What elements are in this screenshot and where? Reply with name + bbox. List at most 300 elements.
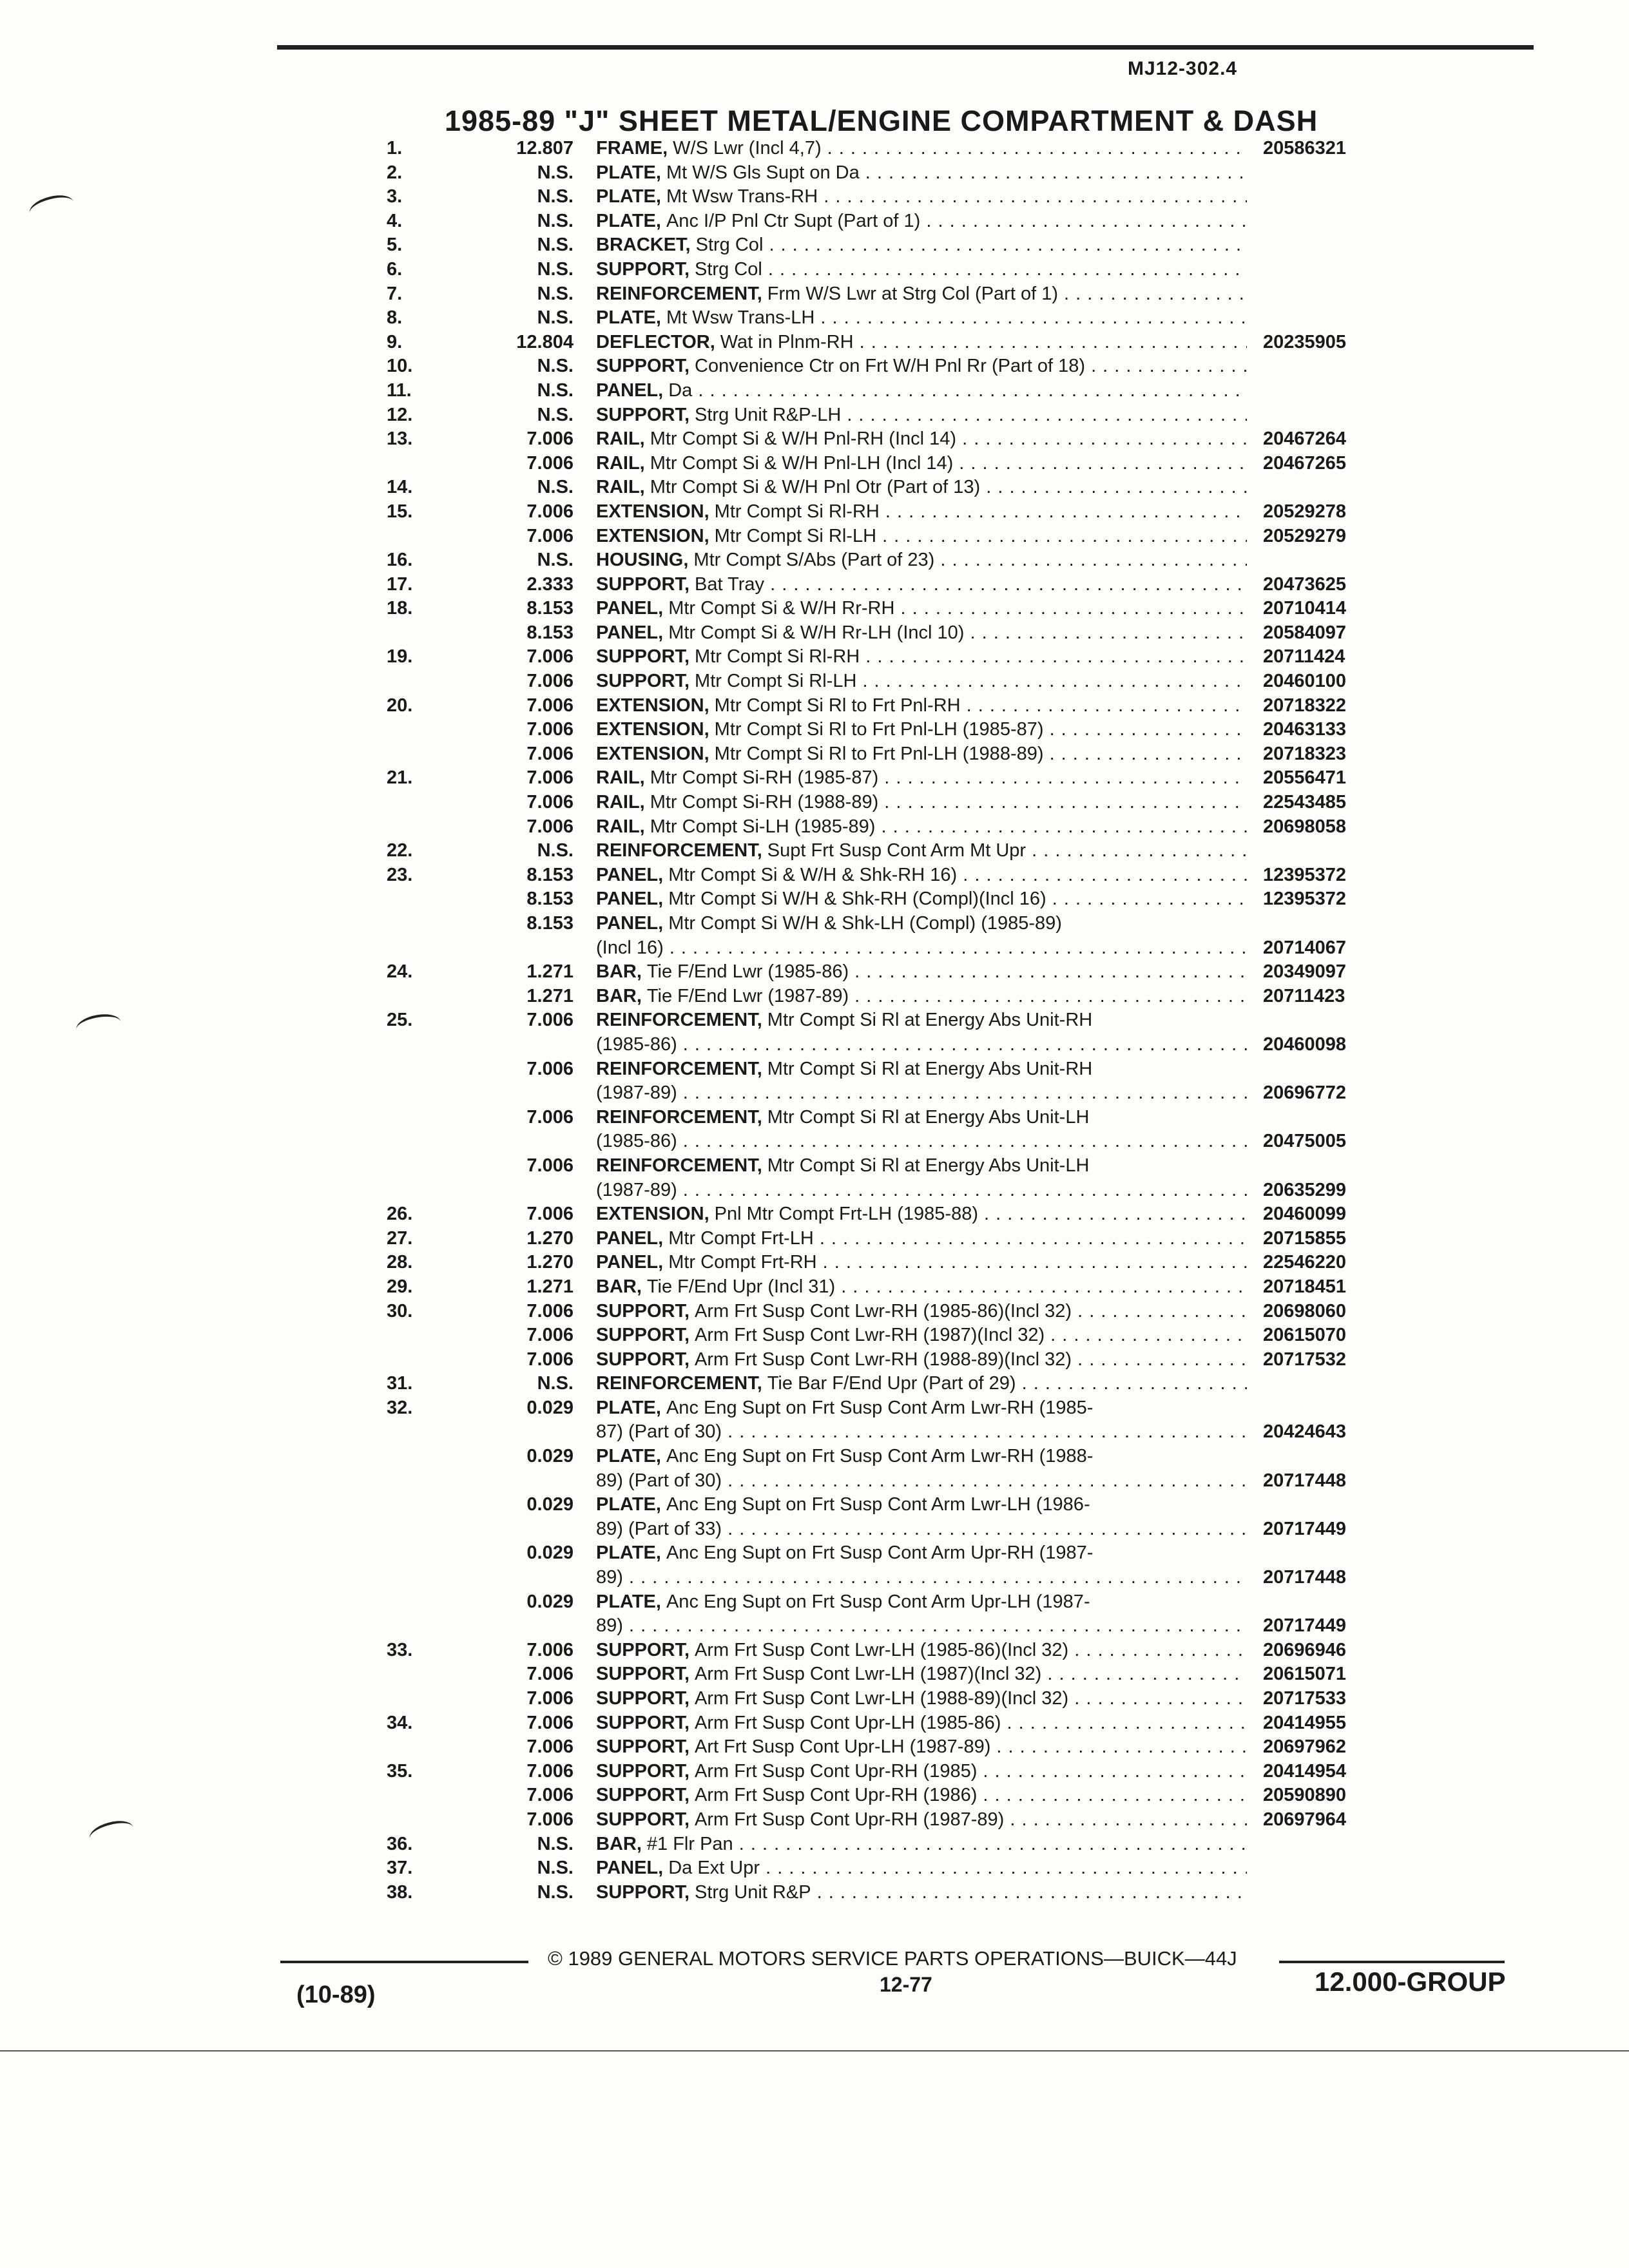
part-detail-continued: (1985-86)	[596, 1033, 677, 1055]
leader-dots	[1044, 719, 1247, 740]
leader-dots	[961, 695, 1247, 716]
item-number: 33.	[387, 1639, 413, 1660]
part-description	[596, 863, 1247, 888]
group-code: N.S.	[537, 210, 574, 231]
part-description	[596, 137, 1247, 161]
part-detail: Strg Col	[695, 235, 764, 256]
leader-dots	[856, 671, 1247, 691]
table-row	[0, 573, 1629, 597]
part-name: PLATE,	[596, 1591, 661, 1612]
part-number: 20717449	[1263, 1615, 1347, 1637]
leader-dots	[814, 1228, 1247, 1249]
leader-dots	[1044, 744, 1247, 764]
leader-dots	[1072, 1301, 1247, 1321]
group-code: N.S.	[537, 550, 574, 571]
item-number: 2.	[387, 162, 403, 183]
table-row	[0, 766, 1629, 791]
table-row	[0, 185, 1629, 209]
group-code: 7.006	[526, 525, 574, 546]
table-row	[0, 500, 1629, 524]
part-name: PANEL,	[596, 1252, 664, 1273]
part-name: SUPPORT,	[596, 404, 690, 425]
part-name: EXTENSION,	[596, 719, 709, 740]
part-name: RAIL,	[596, 792, 645, 813]
part-number: 20460098	[1263, 1033, 1347, 1055]
part-description	[596, 427, 1247, 452]
item-number: 20.	[387, 695, 413, 716]
part-description	[596, 766, 1247, 791]
item-number: 1.	[387, 138, 403, 159]
part-name: PANEL,	[596, 889, 664, 910]
part-detail: Convenience Ctr on Frt W/H Pnl Rr (Part of 18)	[695, 356, 1086, 377]
group-code: N.S.	[537, 235, 574, 256]
part-description	[596, 258, 1247, 282]
part-description	[596, 1057, 1247, 1106]
part-detail: Arm Frt Susp Cont Lwr-RH (1985-86)(Incl 32)	[695, 1300, 1072, 1321]
part-detail: Mtr Compt Si Rl-RH	[714, 501, 880, 522]
leader-dots	[854, 332, 1247, 352]
part-description	[596, 524, 1247, 549]
part-number: 20467264	[1263, 428, 1347, 450]
group-code: 1.270	[526, 1252, 574, 1273]
group-code: 7.006	[526, 1204, 574, 1225]
table-row	[0, 1202, 1629, 1227]
item-number: 25.	[387, 1010, 413, 1031]
part-name: SUPPORT,	[596, 356, 690, 377]
table-row	[0, 621, 1629, 646]
part-description	[596, 791, 1247, 815]
part-name: PLATE,	[596, 1397, 661, 1418]
revision-date: (10-89)	[296, 1981, 376, 2008]
group-code: 1.270	[526, 1227, 574, 1249]
part-name: EXTENSION,	[596, 1204, 709, 1225]
part-name: HOUSING,	[596, 550, 689, 571]
part-name: SUPPORT,	[596, 1349, 690, 1370]
footer-rule-right	[1279, 1961, 1505, 1963]
group-code: 0.029	[526, 1542, 574, 1564]
group-code: 1.271	[526, 1276, 574, 1297]
group-code: N.S.	[537, 380, 574, 401]
leader-dots	[623, 1567, 1247, 1588]
table-row	[0, 863, 1629, 888]
table-row	[0, 1808, 1629, 1832]
part-name: SUPPORT,	[596, 573, 690, 595]
leader-dots	[956, 428, 1247, 449]
leader-dots	[880, 501, 1247, 522]
part-number: 20349097	[1263, 961, 1347, 983]
part-description	[596, 1881, 1247, 1905]
leader-dots	[764, 574, 1247, 595]
copyright-notice: © 1989 GENERAL MOTORS SERVICE PARTS OPERATIONS—BUICK—44J	[548, 1947, 1237, 1970]
group-code: 7.006	[526, 1736, 574, 1758]
item-number: 36.	[387, 1833, 413, 1854]
part-name: REINFORCEMENT,	[596, 1010, 762, 1031]
part-number: 20635299	[1263, 1179, 1347, 1200]
part-description	[596, 500, 1247, 524]
group-code: 8.153	[526, 864, 574, 885]
part-detail: Mtr Compt Si W/H & Shk-LH (Compl) (1985-89)	[668, 913, 1062, 934]
part-description	[596, 1783, 1247, 1808]
part-name: PANEL,	[596, 1858, 664, 1879]
part-name: RAIL,	[596, 428, 645, 450]
group-code: 7.006	[526, 646, 574, 668]
part-description	[596, 185, 1247, 209]
table-row	[0, 597, 1629, 621]
part-detail: Mtr Compt Si Rl to Frt Pnl-LH (1988-89)	[714, 743, 1044, 764]
leader-dots	[894, 598, 1247, 619]
leader-dots	[1058, 284, 1247, 304]
leader-dots	[763, 235, 1247, 255]
part-name: PANEL,	[596, 913, 664, 934]
table-row	[0, 1445, 1629, 1493]
table-row	[0, 379, 1629, 403]
part-number: 20463133	[1263, 719, 1347, 740]
group-code: 0.029	[526, 1494, 574, 1515]
table-row	[0, 354, 1629, 379]
part-detail-continued: (1987-89)	[596, 1179, 677, 1200]
table-row	[0, 306, 1629, 331]
part-name: SUPPORT,	[596, 1688, 690, 1709]
table-row	[0, 887, 1629, 912]
part-detail: Supt Frt Susp Cont Arm Mt Upr	[767, 840, 1027, 861]
part-detail: Mtr Compt Si Rl at Energy Abs Unit-LH	[767, 1155, 1090, 1176]
item-number: 7.	[387, 283, 403, 304]
part-detail: Anc Eng Supt on Frt Susp Cont Arm Lwr-RH (1988-	[666, 1446, 1094, 1467]
table-row	[0, 718, 1629, 742]
part-number: 20696946	[1263, 1639, 1347, 1660]
part-name: PANEL,	[596, 864, 664, 885]
part-detail: Mtr Compt S/Abs (Part of 23)	[693, 550, 935, 571]
part-description	[596, 1760, 1247, 1784]
part-description	[596, 1687, 1247, 1711]
item-number: 3.	[387, 186, 403, 207]
leader-dots	[1072, 1349, 1247, 1370]
part-detail: W/S Lwr (Incl 4,7)	[673, 138, 822, 159]
part-detail: Frm W/S Lwr at Strg Col (Part of 1)	[767, 283, 1058, 304]
part-description	[596, 331, 1247, 355]
leader-dots	[692, 380, 1247, 401]
table-row	[0, 1735, 1629, 1760]
table-row	[0, 209, 1629, 234]
part-detail: Anc Eng Supt on Frt Susp Cont Arm Lwr-RH (1985-	[666, 1397, 1094, 1418]
part-name: EXTENSION,	[596, 743, 709, 764]
leader-dots	[722, 1470, 1247, 1491]
part-detail: Arm Frt Susp Cont Upr-RH (1985)	[695, 1760, 978, 1782]
leader-dots	[1046, 889, 1247, 909]
part-name: PANEL,	[596, 598, 664, 619]
table-row	[0, 1760, 1629, 1784]
group-code: 7.006	[526, 428, 574, 450]
item-number: 24.	[387, 961, 413, 983]
part-number: 20696772	[1263, 1082, 1347, 1104]
leader-dots	[722, 1421, 1247, 1442]
part-number: 20697964	[1263, 1809, 1347, 1830]
item-number: 35.	[387, 1760, 413, 1782]
group-code: 7.006	[526, 1349, 574, 1370]
group-code: 8.153	[526, 913, 574, 934]
part-detail: Tie F/End Upr (Incl 31)	[646, 1276, 836, 1297]
part-number: 20717449	[1263, 1518, 1347, 1539]
leader-dots	[860, 162, 1247, 183]
part-number: 22543485	[1263, 792, 1347, 813]
part-description	[596, 1590, 1247, 1639]
part-number: 20414955	[1263, 1712, 1347, 1733]
table-row	[0, 1881, 1629, 1905]
part-name: SUPPORT,	[596, 1664, 690, 1685]
item-number: 31.	[387, 1373, 413, 1394]
part-number: 20529279	[1263, 525, 1347, 546]
part-detail: Mtr Compt Si Rl to Frt Pnl-LH (1985-87)	[714, 719, 1044, 740]
part-description	[596, 960, 1247, 985]
part-name: EXTENSION,	[596, 525, 709, 546]
part-detail: Tie Bar F/End Upr (Part of 29)	[767, 1373, 1016, 1394]
leader-dots	[818, 186, 1247, 207]
group-code: 7.006	[526, 1010, 574, 1031]
item-number: 29.	[387, 1276, 413, 1297]
item-number: 10.	[387, 356, 413, 377]
part-name: SUPPORT,	[596, 1785, 690, 1806]
leader-dots	[849, 961, 1247, 982]
leader-dots	[677, 1082, 1247, 1103]
table-row	[0, 985, 1629, 1009]
part-detail: Mtr Compt Si-RH (1988-89)	[650, 792, 879, 813]
part-name: PANEL,	[596, 1227, 664, 1249]
item-number: 8.	[387, 307, 403, 329]
part-detail: #1 Flr Pan	[646, 1833, 733, 1854]
group-code: 7.006	[526, 452, 574, 474]
item-number: 6.	[387, 258, 403, 280]
parts-list	[0, 137, 1629, 1905]
leader-dots	[1026, 840, 1247, 861]
table-row	[0, 839, 1629, 863]
part-name: FRAME,	[596, 138, 668, 159]
leader-dots	[733, 1834, 1247, 1854]
part-detail: Mtr Compt Si & W/H Pnl-LH (Incl 14)	[650, 452, 954, 474]
group-code: 7.006	[526, 1712, 574, 1733]
item-number: 14.	[387, 477, 413, 498]
part-number: 20414954	[1263, 1760, 1347, 1782]
leader-dots	[1085, 356, 1247, 376]
part-name: SUPPORT,	[596, 1760, 690, 1782]
part-detail: Arm Frt Susp Cont Lwr-LH (1987)(Incl 32)	[695, 1664, 1042, 1685]
table-row	[0, 960, 1629, 985]
item-number: 30.	[387, 1300, 413, 1321]
item-number: 18.	[387, 598, 413, 619]
part-description	[596, 1323, 1247, 1348]
part-description	[596, 815, 1247, 840]
part-detail: Mt Wsw Trans-LH	[666, 307, 815, 329]
part-number: 20584097	[1263, 622, 1347, 643]
part-detail: Arm Frt Susp Cont Lwr-LH (1985-86)(Incl 32)	[695, 1639, 1069, 1660]
leader-dots	[977, 1785, 1247, 1805]
table-row	[0, 912, 1629, 960]
table-row	[0, 476, 1629, 500]
part-number: 12395372	[1263, 864, 1347, 885]
part-name: REINFORCEMENT,	[596, 1106, 762, 1128]
table-row	[0, 137, 1629, 161]
part-number: 20717532	[1263, 1349, 1347, 1370]
leader-dots	[835, 1276, 1247, 1297]
part-detail: Mt W/S Gls Supt on Da	[666, 162, 860, 183]
part-description	[596, 1639, 1247, 1663]
part-name: SUPPORT,	[596, 1736, 690, 1758]
part-description	[596, 718, 1247, 742]
part-detail: Mtr Compt Frt-LH	[668, 1227, 814, 1249]
item-number: 11.	[387, 380, 412, 401]
footer-rule-left	[280, 1961, 528, 1963]
table-row	[0, 1057, 1629, 1106]
group-code: 7.006	[526, 1664, 574, 1685]
item-number: 5.	[387, 235, 403, 256]
item-number: 28.	[387, 1252, 413, 1273]
part-detail-continued: 89) (Part of 33)	[596, 1518, 722, 1539]
leader-dots	[677, 1180, 1247, 1200]
part-name: SUPPORT,	[596, 258, 690, 280]
part-name: REINFORCEMENT,	[596, 840, 762, 861]
part-detail: Art Frt Susp Cont Upr-LH (1987-89)	[695, 1736, 991, 1758]
group-code: 1.271	[526, 961, 574, 983]
part-number: 20460100	[1263, 671, 1347, 692]
part-description	[596, 1202, 1247, 1227]
part-number: 20697962	[1263, 1736, 1347, 1758]
part-name: RAIL,	[596, 816, 645, 837]
table-row	[0, 548, 1629, 573]
part-detail: Anc Eng Supt on Frt Susp Cont Arm Upr-LH (1987-	[666, 1591, 1090, 1612]
leader-dots	[875, 816, 1247, 837]
group-code: 8.153	[526, 889, 574, 910]
part-detail: Strg Col	[695, 258, 762, 280]
part-description	[596, 985, 1247, 1009]
part-number: 20718323	[1263, 743, 1347, 764]
part-detail: Mtr Compt Si Rl-LH	[695, 671, 857, 692]
group-code: 7.006	[526, 743, 574, 764]
part-number: 20718451	[1263, 1276, 1347, 1297]
leader-dots	[760, 1858, 1247, 1878]
item-number: 27.	[387, 1227, 413, 1249]
part-name: EXTENSION,	[596, 695, 709, 716]
group-code: N.S.	[537, 186, 574, 207]
part-detail-continued: (1987-89)	[596, 1082, 677, 1104]
leader-dots	[860, 646, 1247, 667]
group-code: 7.006	[526, 1760, 574, 1782]
part-description	[596, 233, 1247, 258]
part-detail: Mtr Compt Si W/H & Shk-RH (Compl)(Incl 16)	[668, 889, 1046, 910]
part-description	[596, 1735, 1247, 1760]
part-number: 20711423	[1263, 985, 1345, 1006]
item-number: 21.	[387, 767, 413, 789]
item-number: 23.	[387, 864, 413, 885]
part-description	[596, 1154, 1247, 1202]
group-code: 8.153	[526, 598, 574, 619]
part-description	[596, 1808, 1247, 1832]
part-name: PANEL,	[596, 622, 664, 643]
leader-dots	[953, 453, 1247, 474]
part-name: PLATE,	[596, 210, 661, 231]
document-reference: MJ12-302.4	[1128, 58, 1238, 79]
table-row	[0, 1008, 1629, 1057]
table-row	[0, 1106, 1629, 1154]
part-detail: Mt Wsw Trans-RH	[666, 186, 818, 207]
group-code: 7.006	[526, 1325, 574, 1346]
part-detail: Mtr Compt Si Rl-RH	[695, 646, 860, 668]
part-name: SUPPORT,	[596, 1712, 690, 1733]
group-code: 7.006	[526, 719, 574, 740]
part-detail: Pnl Mtr Compt Frt-LH (1985-88)	[714, 1204, 978, 1225]
group-code: 0.029	[526, 1446, 574, 1467]
part-detail: Arm Frt Susp Cont Upr-LH (1985-86)	[695, 1712, 1001, 1733]
part-description	[596, 1372, 1247, 1396]
leader-dots	[1041, 1664, 1247, 1684]
part-description	[596, 476, 1247, 500]
part-name: PLATE,	[596, 1446, 661, 1467]
part-name: EXTENSION,	[596, 501, 709, 522]
group-code: 1.271	[526, 985, 574, 1006]
part-detail-continued: 89)	[596, 1567, 623, 1588]
leader-dots	[878, 792, 1247, 812]
table-row	[0, 1783, 1629, 1808]
part-description	[596, 1445, 1247, 1493]
part-description	[596, 452, 1247, 476]
part-detail: Mtr Compt Frt-RH	[668, 1252, 817, 1273]
leader-dots	[677, 1131, 1247, 1151]
table-row	[0, 1711, 1629, 1736]
item-number: 9.	[387, 331, 403, 352]
part-name: SUPPORT,	[596, 671, 690, 692]
leader-dots	[1045, 1325, 1247, 1345]
part-description	[596, 1832, 1247, 1857]
part-detail: Anc I/P Pnl Ctr Supt (Part of 1)	[666, 210, 921, 231]
table-row	[0, 1275, 1629, 1300]
part-description	[596, 573, 1247, 597]
part-name: REINFORCEMENT,	[596, 1058, 762, 1079]
leader-dots	[978, 1204, 1247, 1224]
part-name: REINFORCEMENT,	[596, 283, 762, 304]
part-description	[596, 548, 1247, 573]
part-description	[596, 597, 1247, 621]
table-row	[0, 1227, 1629, 1251]
part-description	[596, 282, 1247, 307]
leader-dots	[841, 405, 1247, 425]
leader-dots	[934, 550, 1247, 570]
part-name: REINFORCEMENT,	[596, 1373, 762, 1394]
part-name: PLATE,	[596, 1494, 661, 1515]
item-number: 16.	[387, 550, 413, 571]
group-code: 7.006	[526, 816, 574, 837]
group-code: N.S.	[537, 283, 574, 304]
part-number: 22546220	[1263, 1252, 1347, 1273]
leader-dots	[815, 307, 1247, 328]
part-description	[596, 1662, 1247, 1687]
item-number: 19.	[387, 646, 413, 668]
part-number: 20467265	[1263, 452, 1347, 474]
table-row	[0, 645, 1629, 669]
leader-dots	[876, 526, 1247, 546]
leader-dots	[817, 1252, 1247, 1273]
part-detail: Mtr Compt Si & W/H Pnl Otr (Part of 13)	[650, 477, 981, 498]
part-number: 20475005	[1263, 1131, 1347, 1152]
table-row	[0, 1372, 1629, 1396]
leader-dots	[822, 138, 1247, 159]
part-number: 20556471	[1263, 767, 1347, 789]
leader-dots	[811, 1882, 1247, 1903]
part-number: 20715855	[1263, 1227, 1347, 1249]
part-description	[596, 306, 1247, 331]
part-detail: Tie F/End Lwr (1985-86)	[646, 961, 849, 983]
part-detail: Mtr Compt Si Rl to Frt Pnl-RH	[714, 695, 961, 716]
table-row	[0, 1856, 1629, 1881]
part-number: 20235905	[1263, 331, 1347, 352]
table-row	[0, 258, 1629, 282]
